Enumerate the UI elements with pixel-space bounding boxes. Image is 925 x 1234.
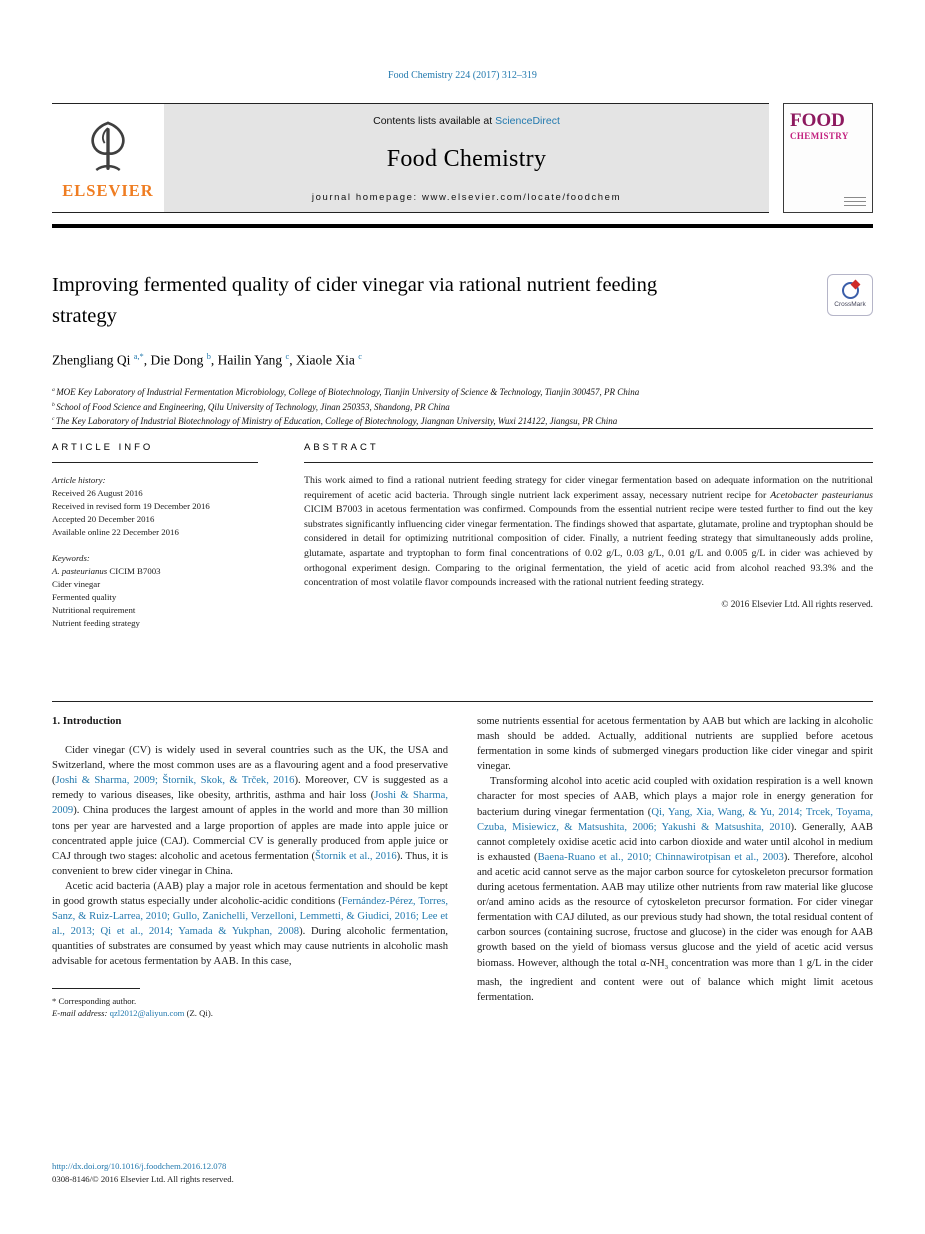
keywords-label: Keywords:	[52, 553, 90, 563]
crossmark-icon	[842, 282, 859, 299]
affiliation-c	[52, 413, 873, 428]
history-item: Received in revised form 19 December 2016	[52, 501, 210, 511]
text-segment: School of Food Science and Engineering, Qilu University of Technology, Jinan 250353, Shandong, PR China	[56, 401, 450, 412]
text-segment: (Z. Qi).	[184, 1008, 213, 1018]
text-segment: 3	[664, 963, 668, 971]
text-segment: ). Generally, AAB cannot completely oxidise acetic acid into carbon dioxide and water until alcohol in medium is exhausted (	[477, 821, 873, 863]
text-segment: ). China produces the largest amount of apples in the world and more than 30 million tons per year are harvested and a large proportion of apples are made into apple juice or concentrated apple juice (CAJ). Commercial CV is generally produced from apple juice or CAJ through two stages: alcoholic and acetous fermentation (	[52, 805, 448, 862]
inline-link[interactable]: b	[206, 352, 211, 361]
inline-link[interactable]: Joshi & Sharma, 2009	[52, 790, 448, 817]
article-history-label: Article history:	[52, 475, 106, 485]
masthead-center	[164, 104, 769, 212]
text-segment: Zhengliang Qi	[52, 352, 134, 368]
text-segment: , Die Dong	[143, 352, 207, 368]
keyword-item	[52, 578, 258, 591]
journal-cover-thumbnail	[783, 103, 873, 213]
crossmark-label: CrossMark	[834, 301, 866, 308]
body-column-right	[477, 714, 873, 1005]
cover-emblem	[844, 194, 866, 206]
history-item: Available online 22 December 2016	[52, 527, 179, 537]
doi-link[interactable]: http://dx.doi.org/10.1016/j.foodchem.2016.12.078	[52, 1161, 227, 1171]
journal-title: Food Chemistry	[386, 146, 547, 172]
title-row	[52, 270, 873, 332]
keyword-item	[52, 591, 258, 604]
elsevier-tree-icon	[81, 118, 135, 180]
keyword-item	[52, 604, 258, 617]
body-paragraph	[477, 714, 873, 774]
abstract-text	[304, 474, 873, 591]
email-line	[52, 1007, 448, 1020]
text-segment: This work aimed to find a rational nutrient feeding strategy for cider vinegar fermentation based on adequate information on the nutritional requirement of acetic acid bacteria. Through single nutrient lack experiment assay, necessary nutrient recipe for	[304, 475, 873, 501]
inline-link[interactable]: c	[358, 352, 362, 361]
masthead-thick-rule	[52, 224, 873, 228]
text-segment: Nutritional requirement	[52, 605, 136, 615]
body-column-left	[52, 714, 448, 1020]
inline-link[interactable]: Qi, Yang, Xia, Wang, & Yu, 2014; Trcek, Toyama, Czuba, Misiewicz, & Matsushita, 2006; Yakushi & Matsushita, 2010	[477, 806, 873, 833]
masthead-banner	[52, 103, 769, 213]
inline-link[interactable]: a,*	[133, 352, 144, 361]
journal-citation: Food Chemistry 224 (2017) 312–319	[388, 70, 537, 81]
text-segment: a	[52, 387, 57, 393]
abstract-heading: ABSTRACT	[304, 442, 873, 463]
article-body	[52, 714, 873, 1020]
text-segment: Fermented quality	[52, 592, 117, 602]
text-segment: , Hailin Yang	[210, 352, 286, 368]
text-segment: b	[52, 401, 57, 408]
text-segment: Transforming alcohol into acetic acid coupled with oxidation respiration is a well known character for most species of AAB, which plays a major role in energy generation for bacterium during vinegar fermentation (	[477, 776, 873, 818]
section-heading-introduction: 1. Introduction	[52, 715, 122, 727]
text-segment: some nutrients essential for acetous fermentation by AAB but which are lacking in alcoholic mash should be added. Actually, additional nutrients are supplied before acetous fermentation in some kinds of submerged vinegars production like cider vinegar and spirit vinegar.	[477, 716, 873, 773]
text-segment: ). Moreover, CV is suggested as a remedy to various diseases, like obesity, arthritis, asthma and hair loss (	[52, 775, 448, 802]
text-segment: Acetobacter pasteurianus	[770, 489, 873, 501]
crossmark-badge[interactable]	[827, 274, 873, 316]
text-segment: concentration was more than 1 g/L in the cider mash, the ingredient and content were out of balance which might limit acetous fermentation.	[477, 957, 874, 1003]
article-info-heading: ARTICLE INFO	[52, 442, 258, 463]
article-title: Improving fermented quality of cider vinegar via rational nutrient feeding strategy	[52, 274, 658, 327]
history-item: Received 26 August 2016	[52, 488, 143, 498]
elsevier-wordmark: ELSEVIER	[62, 181, 154, 200]
text-segment: MOE Key Laboratory of Industrial Fermentation Microbiology, College of Biotechnology, Tianjin University of Science & Technology, Tianjin 300457, PR China	[56, 387, 640, 397]
inline-link[interactable]: qzl2012@aliyun.com	[109, 1008, 185, 1018]
affiliations	[52, 384, 873, 428]
cover-title-food: FOOD	[790, 110, 845, 131]
abstract-copyright: © 2016 Elsevier Ltd. All rights reserved.	[721, 599, 873, 610]
inline-link[interactable]: Štornik et al., 2016	[315, 850, 397, 862]
contents-line-prefix: Contents lists available at	[373, 115, 496, 127]
inline-link[interactable]: c	[285, 352, 290, 361]
text-segment: Nutrient feeding strategy	[52, 618, 140, 628]
text-segment: , Xiaole Xia	[289, 352, 359, 368]
text-segment: CICIM B7003 in acetous fermentation was confirmed. Compounds from the essential nutrient recipe were tested further to find out the key substrates significantly influencing cider vinegar fermentation. The findings showed that aspartate, glutamate, proline and tryptophan should be considered in detail for optimizing nutritional composition of cider. Finally, a nutrient feeding strategy that simultaneously adds proline, glutamate, aspartate and tryptophan to form final concentrations of 0.02 g/L, 0.03 g/L, 0.01 g/L and 0.005 g/L in cider was achieved by orthogonal experiment design. Comparing to the original fermentation, the yield of acetic acid from alcohol reached 93.3% and the concentration of most volatile flavor compounds increased with the rational nutrient feeding strategy.	[304, 504, 873, 589]
abstract-column	[304, 442, 873, 701]
footnote-divider	[52, 988, 140, 989]
publisher-block	[52, 1160, 234, 1185]
issn-copyright-line: 0308-8146/© 2016 Elsevier Ltd. All rights reserved.	[52, 1173, 234, 1184]
contents-line	[373, 115, 560, 127]
cover-title-chemistry: CHEMISTRY	[790, 131, 849, 141]
text-segment: Cider vinegar	[52, 579, 101, 589]
text-segment: ). Thus, it is convenient to brew cider vinegar in China.	[52, 850, 449, 877]
inline-link[interactable]: Fernández-Pérez, Torres, Sanz, & Ruiz-Larrea, 2010; Gullo, Zanichelli, Verzelloni, Lemmetti, & Giudici, 2016; Lee et al., 2013; Qi et al., 2014; Yamada & Yukphan, 2008	[52, 896, 449, 938]
text-segment: Cider vinegar (CV) is widely used in several countries such as the UK, the USA and Switzerland, where the most common uses are as a flavouring agent and a food preservative (	[52, 745, 448, 787]
article-info-content	[52, 474, 258, 630]
text-segment: c	[52, 416, 56, 422]
body-paragraph	[52, 743, 448, 879]
text-segment: Acetic acid bacteria (AAB) play a major role in acetous fermentation and should be kept in good growth status especially under alcoholic-acidic conditions (	[52, 880, 448, 908]
info-abstract-section	[52, 428, 873, 702]
elsevier-logo	[52, 104, 164, 212]
inline-link[interactable]: Baena-Ruano et al., 2010; Chinnawirotpisan et al., 2003	[537, 851, 784, 863]
text-segment: ). Therefore, alcohol and acetic acid cannot serve as the major carbon source for cytoskeleton precursor formation during acetous fermentation. AAB may utilize other nutrients from raw material like glucose or/and amino acids as the resource of cytoskeleton precursor formation. For cider vinegar fermentation with CAJ diluted, as our previous study had shown, the total residual content of carbon sources (containing sucrose, fructose and glucose) in the cider was enough for AAB growth based on the yield of biomass versus glucose and the yield of acetic acid versus biomass. However, although the total α-NH	[477, 851, 873, 969]
article-info-column	[52, 442, 258, 701]
body-paragraph	[52, 879, 448, 970]
body-paragraph	[477, 774, 873, 1005]
masthead	[52, 103, 873, 213]
affiliation-a	[52, 384, 873, 399]
text-segment: The Key Laboratory of Industrial Biotechnology of Ministry of Education, College of Biotechnology, Jiangnan University, Wuxi 214122, Jiangsu, PR China	[55, 416, 618, 426]
sciencedirect-link[interactable]: ScienceDirect	[495, 115, 560, 127]
text-segment: A. pasteurianus	[52, 566, 108, 576]
text-segment: CICIM B7003	[107, 566, 161, 576]
text-segment: ). During alcoholic fermentation, quantities of substrates are consumed by yeast which may cause nutrients in alcoholic mash advisable for acetous fermentation by AAB. In this case,	[52, 926, 449, 968]
affiliation-b	[52, 399, 873, 414]
keyword-item	[52, 617, 258, 630]
history-item: Accepted 20 December 2016	[52, 514, 155, 524]
authors-line	[52, 352, 873, 369]
journal-homepage-link[interactable]: journal homepage: www.elsevier.com/locate/foodchem	[311, 192, 622, 203]
text-segment: E-mail address:	[52, 1008, 110, 1018]
corresponding-author-note: * Corresponding author.	[52, 995, 137, 1006]
keyword-item	[52, 565, 258, 578]
inline-link[interactable]: Joshi & Sharma, 2009; Štornik, Skok, & Trček, 2016	[55, 775, 295, 787]
